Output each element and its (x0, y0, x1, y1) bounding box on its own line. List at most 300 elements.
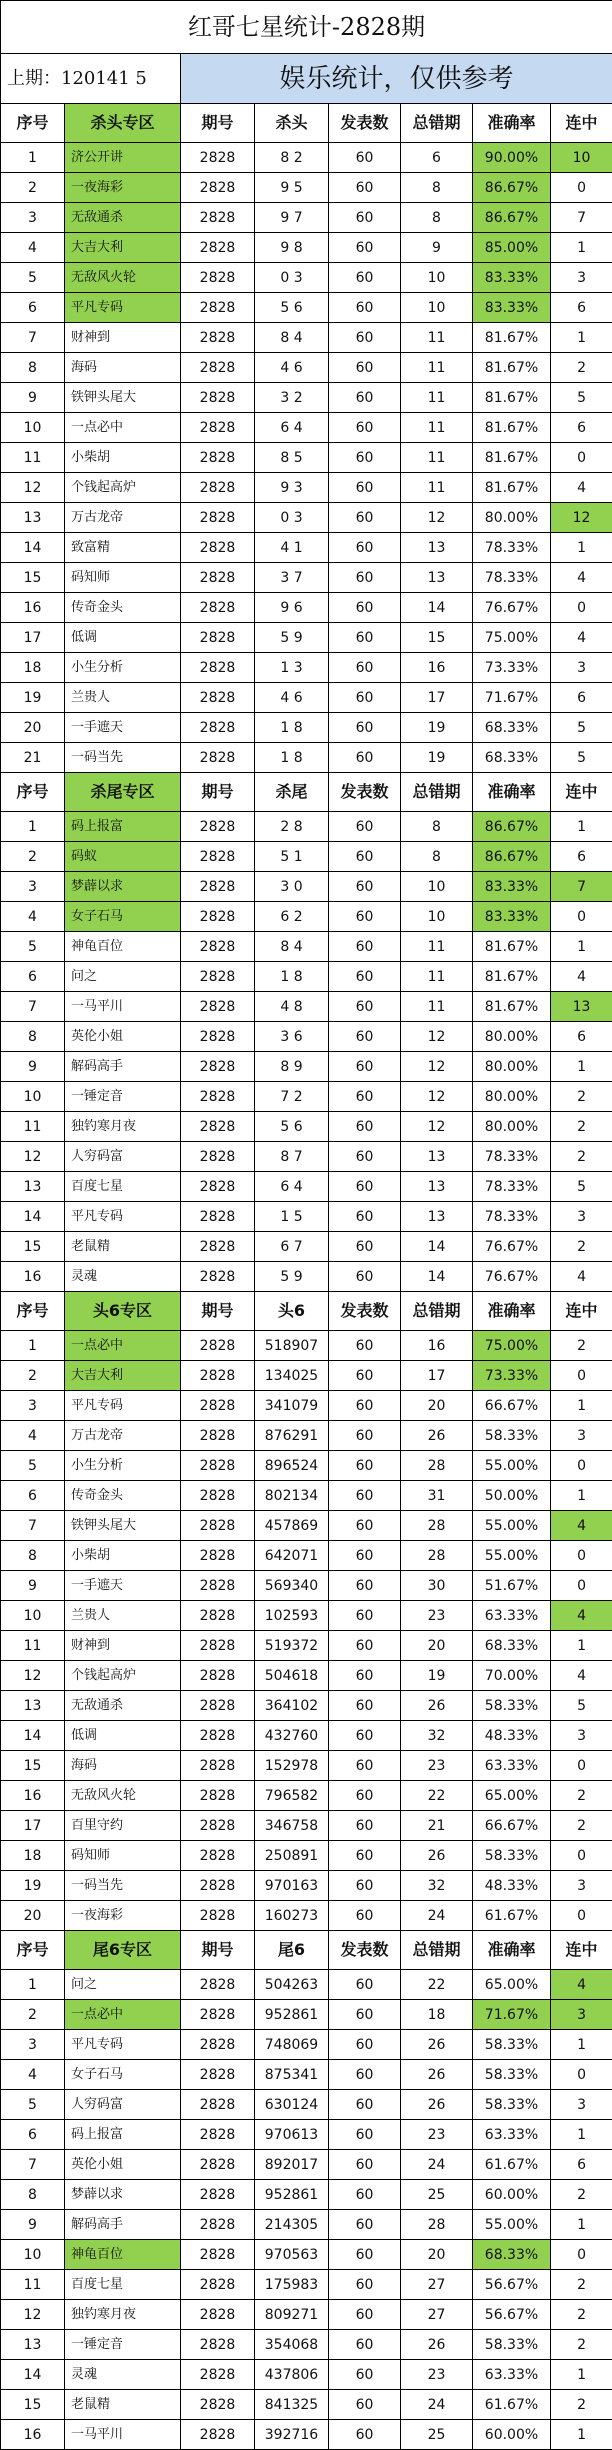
rate-cell: 68.33% (473, 713, 551, 743)
seq-cell: 13 (1, 503, 65, 533)
streak-cell: 2 (551, 1142, 612, 1172)
seq-cell: 1 (1, 812, 65, 842)
rate-cell: 58.33% (473, 2030, 551, 2060)
rate-cell: 76.67% (473, 1232, 551, 1262)
name-cell: 神龟百位 (65, 2240, 181, 2270)
rate-cell: 48.33% (473, 1871, 551, 1901)
rate-cell: 63.33% (473, 1751, 551, 1781)
seq-cell: 9 (1, 383, 65, 413)
name-cell: 传奇金头 (65, 593, 181, 623)
issue-cell: 2828 (181, 713, 255, 743)
seq-cell: 14 (1, 1202, 65, 1232)
count-cell: 60 (329, 1232, 401, 1262)
table-row (1, 2420, 612, 2450)
value-cell: 4 1 (255, 533, 329, 563)
table-row (1, 2090, 612, 2120)
page-title: 红哥七星统计-2828期 (1, 1, 612, 54)
rate-cell: 78.33% (473, 1142, 551, 1172)
count-cell: 60 (329, 323, 401, 353)
count-cell: 60 (329, 1511, 401, 1541)
rate-cell: 76.67% (473, 1262, 551, 1292)
table-row (1, 443, 612, 473)
issue-cell: 2828 (181, 443, 255, 473)
streak-cell: 3 (551, 1871, 612, 1901)
issue-cell: 2828 (181, 323, 255, 353)
table-row (1, 1481, 612, 1511)
errors-cell: 11 (401, 473, 473, 503)
issue-cell: 2828 (181, 1661, 255, 1691)
value-cell: 970613 (255, 2120, 329, 2150)
streak-cell: 5 (551, 713, 612, 743)
table-row (1, 1751, 612, 1781)
seq-cell: 16 (1, 1262, 65, 1292)
count-cell: 60 (329, 1541, 401, 1571)
issue-cell: 2828 (181, 932, 255, 962)
column-header: 准确率 (473, 1292, 551, 1331)
rate-cell: 61.67% (473, 1901, 551, 1931)
issue-cell: 2828 (181, 2060, 255, 2090)
issue-cell: 2828 (181, 2270, 255, 2300)
column-header: 发表数 (329, 1292, 401, 1331)
errors-cell: 26 (401, 1691, 473, 1721)
errors-cell: 30 (401, 1571, 473, 1601)
seq-cell: 15 (1, 563, 65, 593)
column-header: 发表数 (329, 773, 401, 812)
value-cell: 3 6 (255, 1022, 329, 1052)
streak-cell: 1 (551, 2360, 612, 2390)
value-cell: 9 3 (255, 473, 329, 503)
rate-cell: 81.67% (473, 383, 551, 413)
issue-cell: 2828 (181, 1052, 255, 1082)
table-row (1, 503, 612, 533)
seq-cell: 17 (1, 623, 65, 653)
table-row (1, 902, 612, 932)
value-cell: 8 5 (255, 443, 329, 473)
rate-cell: 55.00% (473, 1511, 551, 1541)
table-row (1, 1391, 612, 1421)
streak-cell: 3 (551, 653, 612, 683)
streak-cell: 1 (551, 233, 612, 263)
count-cell: 60 (329, 2300, 401, 2330)
errors-cell: 23 (401, 1601, 473, 1631)
seq-cell: 2 (1, 173, 65, 203)
streak-cell: 0 (551, 1571, 612, 1601)
issue-cell: 2828 (181, 872, 255, 902)
table-row (1, 1811, 612, 1841)
name-cell: 小生分析 (65, 653, 181, 683)
streak-cell: 2 (551, 1082, 612, 1112)
streak-cell: 1 (551, 2120, 612, 2150)
disclaimer-banner: 娱乐统计，仅供参考 (181, 54, 612, 104)
issue-cell: 2828 (181, 1541, 255, 1571)
rate-cell: 86.67% (473, 842, 551, 872)
table-row (1, 143, 612, 173)
errors-cell: 10 (401, 263, 473, 293)
errors-cell: 13 (401, 1172, 473, 1202)
rate-cell: 56.67% (473, 2270, 551, 2300)
streak-cell: 6 (551, 413, 612, 443)
column-header: 序号 (1, 773, 65, 812)
seq-cell: 10 (1, 1082, 65, 1112)
name-cell: 一夜海彩 (65, 1901, 181, 1931)
value-cell: 6 7 (255, 1232, 329, 1262)
value-cell: 3 0 (255, 872, 329, 902)
table-row (1, 1202, 612, 1232)
rate-cell: 50.00% (473, 1481, 551, 1511)
issue-cell: 2828 (181, 1112, 255, 1142)
issue-cell: 2828 (181, 2330, 255, 2360)
value-cell: 437806 (255, 2360, 329, 2390)
count-cell: 60 (329, 992, 401, 1022)
value-cell: 892017 (255, 2150, 329, 2180)
issue-cell: 2828 (181, 1142, 255, 1172)
issue-cell: 2828 (181, 842, 255, 872)
count-cell: 60 (329, 2030, 401, 2060)
value-cell: 4 8 (255, 992, 329, 1022)
streak-cell: 6 (551, 683, 612, 713)
name-cell: 一锤定音 (65, 2330, 181, 2360)
name-cell: 小柴胡 (65, 443, 181, 473)
name-cell: 一手遮天 (65, 713, 181, 743)
streak-cell: 0 (551, 1361, 612, 1391)
rate-cell: 71.67% (473, 683, 551, 713)
errors-cell: 18 (401, 2000, 473, 2030)
value-cell: 8 4 (255, 323, 329, 353)
value-cell: 364102 (255, 1691, 329, 1721)
seq-cell: 3 (1, 2030, 65, 2060)
errors-cell: 11 (401, 932, 473, 962)
table-row (1, 1022, 612, 1052)
table-row (1, 2180, 612, 2210)
count-cell: 60 (329, 593, 401, 623)
issue-cell: 2828 (181, 533, 255, 563)
value-cell: 432760 (255, 1721, 329, 1751)
count-cell: 60 (329, 533, 401, 563)
streak-cell: 5 (551, 1691, 612, 1721)
rate-cell: 60.00% (473, 2180, 551, 2210)
value-cell: 1 8 (255, 743, 329, 773)
errors-cell: 13 (401, 1142, 473, 1172)
table-row (1, 1901, 612, 1931)
column-header: 序号 (1, 1292, 65, 1331)
errors-cell: 26 (401, 2090, 473, 2120)
streak-cell: 4 (551, 623, 612, 653)
errors-cell: 27 (401, 2300, 473, 2330)
column-header: 准确率 (473, 104, 551, 143)
issue-cell: 2828 (181, 1601, 255, 1631)
seq-cell: 11 (1, 443, 65, 473)
errors-cell: 13 (401, 533, 473, 563)
errors-cell: 11 (401, 992, 473, 1022)
rate-cell: 65.00% (473, 1970, 551, 2000)
rate-cell: 68.33% (473, 743, 551, 773)
count-cell: 60 (329, 1970, 401, 2000)
name-cell: 灵魂 (65, 2360, 181, 2390)
seq-cell: 12 (1, 473, 65, 503)
seq-cell: 11 (1, 1112, 65, 1142)
name-cell: 码知师 (65, 563, 181, 593)
value-cell: 0 3 (255, 263, 329, 293)
count-cell: 60 (329, 1781, 401, 1811)
value-cell: 630124 (255, 2090, 329, 2120)
errors-cell: 11 (401, 323, 473, 353)
table-row (1, 2390, 612, 2420)
rate-cell: 63.33% (473, 2360, 551, 2390)
issue-cell: 2828 (181, 1691, 255, 1721)
streak-cell: 0 (551, 1901, 612, 1931)
name-cell: 平凡专码 (65, 293, 181, 323)
errors-cell: 13 (401, 1202, 473, 1232)
issue-cell: 2828 (181, 683, 255, 713)
rate-cell: 81.67% (473, 323, 551, 353)
value-cell: 1 3 (255, 653, 329, 683)
errors-cell: 9 (401, 233, 473, 263)
errors-cell: 11 (401, 383, 473, 413)
streak-cell: 5 (551, 743, 612, 773)
rate-cell: 58.33% (473, 1841, 551, 1871)
count-cell: 60 (329, 1421, 401, 1451)
column-header: 期号 (181, 1931, 255, 1970)
errors-cell: 10 (401, 872, 473, 902)
seq-cell: 7 (1, 2150, 65, 2180)
count-cell: 60 (329, 263, 401, 293)
count-cell: 60 (329, 1571, 401, 1601)
count-cell: 60 (329, 1751, 401, 1781)
table-row (1, 992, 612, 1022)
table-row (1, 1172, 612, 1202)
rate-cell: 70.00% (473, 1661, 551, 1691)
count-cell: 60 (329, 1631, 401, 1661)
errors-cell: 19 (401, 743, 473, 773)
errors-cell: 14 (401, 1262, 473, 1292)
issue-cell: 2828 (181, 1631, 255, 1661)
column-header: 发表数 (329, 104, 401, 143)
count-cell: 60 (329, 173, 401, 203)
rate-cell: 81.67% (473, 932, 551, 962)
name-cell: 英伦小姐 (65, 2150, 181, 2180)
table-row (1, 263, 612, 293)
table-row (1, 1142, 612, 1172)
name-cell: 财神到 (65, 323, 181, 353)
value-cell: 457869 (255, 1511, 329, 1541)
errors-cell: 32 (401, 1871, 473, 1901)
table-row (1, 1781, 612, 1811)
seq-cell: 6 (1, 293, 65, 323)
streak-cell: 7 (551, 872, 612, 902)
errors-cell: 28 (401, 1511, 473, 1541)
seq-cell: 13 (1, 2330, 65, 2360)
table-row (1, 842, 612, 872)
issue-cell: 2828 (181, 2300, 255, 2330)
errors-cell: 11 (401, 962, 473, 992)
rate-cell: 81.67% (473, 413, 551, 443)
table-row (1, 563, 612, 593)
name-cell: 个钱起高炉 (65, 473, 181, 503)
table-row (1, 593, 612, 623)
issue-cell: 2828 (181, 2240, 255, 2270)
count-cell: 60 (329, 1172, 401, 1202)
value-cell: 8 7 (255, 1142, 329, 1172)
seq-cell: 10 (1, 1601, 65, 1631)
title-row (1, 1, 612, 54)
name-cell: 问之 (65, 962, 181, 992)
issue-cell: 2828 (181, 233, 255, 263)
value-cell: 5 6 (255, 293, 329, 323)
seq-cell: 9 (1, 1571, 65, 1601)
column-header: 总错期 (401, 773, 473, 812)
value-cell: 504618 (255, 1661, 329, 1691)
issue-cell: 2828 (181, 623, 255, 653)
name-cell: 解码高手 (65, 2210, 181, 2240)
streak-cell: 4 (551, 473, 612, 503)
count-cell: 60 (329, 473, 401, 503)
issue-cell: 2828 (181, 2150, 255, 2180)
errors-cell: 20 (401, 1391, 473, 1421)
count-cell: 60 (329, 2090, 401, 2120)
name-cell: 老鼠精 (65, 1232, 181, 1262)
rate-cell: 81.67% (473, 473, 551, 503)
errors-cell: 14 (401, 1232, 473, 1262)
table-row (1, 872, 612, 902)
name-cell: 传奇金头 (65, 1481, 181, 1511)
name-cell: 兰贵人 (65, 683, 181, 713)
table-row (1, 2300, 612, 2330)
name-cell: 一点必中 (65, 413, 181, 443)
seq-cell: 14 (1, 2360, 65, 2390)
seq-cell: 17 (1, 1811, 65, 1841)
value-cell: 8 2 (255, 143, 329, 173)
seq-cell: 1 (1, 1331, 65, 1361)
count-cell: 60 (329, 2240, 401, 2270)
issue-cell: 2828 (181, 1481, 255, 1511)
value-cell: 569340 (255, 1571, 329, 1601)
count-cell: 60 (329, 2000, 401, 2030)
issue-cell: 2828 (181, 2420, 255, 2450)
table-row (1, 1082, 612, 1112)
streak-cell: 2 (551, 2300, 612, 2330)
count-cell: 60 (329, 2120, 401, 2150)
value-cell: 809271 (255, 2300, 329, 2330)
value-cell: 952861 (255, 2000, 329, 2030)
issue-cell: 2828 (181, 143, 255, 173)
name-cell: 问之 (65, 1970, 181, 2000)
value-cell: 1 8 (255, 962, 329, 992)
column-header: 序号 (1, 104, 65, 143)
column-header: 期号 (181, 773, 255, 812)
count-cell: 60 (329, 293, 401, 323)
name-cell: 一码当先 (65, 1871, 181, 1901)
name-cell: 海码 (65, 1751, 181, 1781)
errors-cell: 10 (401, 902, 473, 932)
issue-cell: 2828 (181, 1721, 255, 1751)
rate-cell: 55.00% (473, 1451, 551, 1481)
issue-cell: 2828 (181, 1811, 255, 1841)
rate-cell: 83.33% (473, 263, 551, 293)
name-cell: 女子石马 (65, 2060, 181, 2090)
count-cell: 60 (329, 443, 401, 473)
issue-cell: 2828 (181, 563, 255, 593)
issue-cell: 2828 (181, 1232, 255, 1262)
table-row (1, 1970, 612, 2000)
seq-cell: 3 (1, 872, 65, 902)
errors-cell: 28 (401, 1451, 473, 1481)
name-cell: 大吉大利 (65, 233, 181, 263)
value-cell: 160273 (255, 1901, 329, 1931)
count-cell: 60 (329, 503, 401, 533)
count-cell: 60 (329, 1841, 401, 1871)
table-row (1, 2150, 612, 2180)
errors-cell: 14 (401, 593, 473, 623)
issue-cell: 2828 (181, 2090, 255, 2120)
streak-cell: 4 (551, 1661, 612, 1691)
count-cell: 60 (329, 1481, 401, 1511)
issue-cell: 2828 (181, 1022, 255, 1052)
column-header: 准确率 (473, 773, 551, 812)
seq-cell: 2 (1, 842, 65, 872)
name-cell: 小生分析 (65, 1451, 181, 1481)
rate-cell: 61.67% (473, 2390, 551, 2420)
table-row (1, 1841, 612, 1871)
value-cell: 952861 (255, 2180, 329, 2210)
seq-cell: 4 (1, 1421, 65, 1451)
errors-cell: 26 (401, 1841, 473, 1871)
errors-cell: 28 (401, 1541, 473, 1571)
table-row (1, 1571, 612, 1601)
errors-cell: 31 (401, 1481, 473, 1511)
rate-cell: 80.00% (473, 503, 551, 533)
value-cell: 8 4 (255, 932, 329, 962)
rate-cell: 78.33% (473, 533, 551, 563)
name-cell: 平凡专码 (65, 1202, 181, 1232)
streak-cell: 2 (551, 1112, 612, 1142)
streak-cell: 6 (551, 842, 612, 872)
rate-cell: 86.67% (473, 203, 551, 233)
table-row (1, 293, 612, 323)
value-cell: 504263 (255, 1970, 329, 2000)
value-cell: 3 2 (255, 383, 329, 413)
streak-cell: 0 (551, 593, 612, 623)
errors-cell: 23 (401, 2360, 473, 2390)
streak-cell: 0 (551, 1451, 612, 1481)
seq-cell: 11 (1, 2270, 65, 2300)
count-cell: 60 (329, 2150, 401, 2180)
streak-cell: 7 (551, 203, 612, 233)
errors-cell: 24 (401, 2150, 473, 2180)
value-cell: 5 9 (255, 1262, 329, 1292)
rate-cell: 48.33% (473, 1721, 551, 1751)
table-row (1, 353, 612, 383)
errors-cell: 26 (401, 2330, 473, 2360)
name-cell: 无敌通杀 (65, 1691, 181, 1721)
streak-cell: 5 (551, 1172, 612, 1202)
count-cell: 60 (329, 1052, 401, 1082)
seq-cell: 4 (1, 233, 65, 263)
name-cell: 神龟百位 (65, 932, 181, 962)
table-row (1, 1631, 612, 1661)
table-row (1, 413, 612, 443)
issue-cell: 2828 (181, 2030, 255, 2060)
table-row (1, 743, 612, 773)
issue-cell: 2828 (181, 1361, 255, 1391)
errors-cell: 11 (401, 353, 473, 383)
name-cell: 一点必中 (65, 2000, 181, 2030)
issue-cell: 2828 (181, 593, 255, 623)
streak-cell: 1 (551, 323, 612, 353)
value-cell: 102593 (255, 1601, 329, 1631)
count-cell: 60 (329, 902, 401, 932)
seq-cell: 4 (1, 2060, 65, 2090)
table-row (1, 1451, 612, 1481)
